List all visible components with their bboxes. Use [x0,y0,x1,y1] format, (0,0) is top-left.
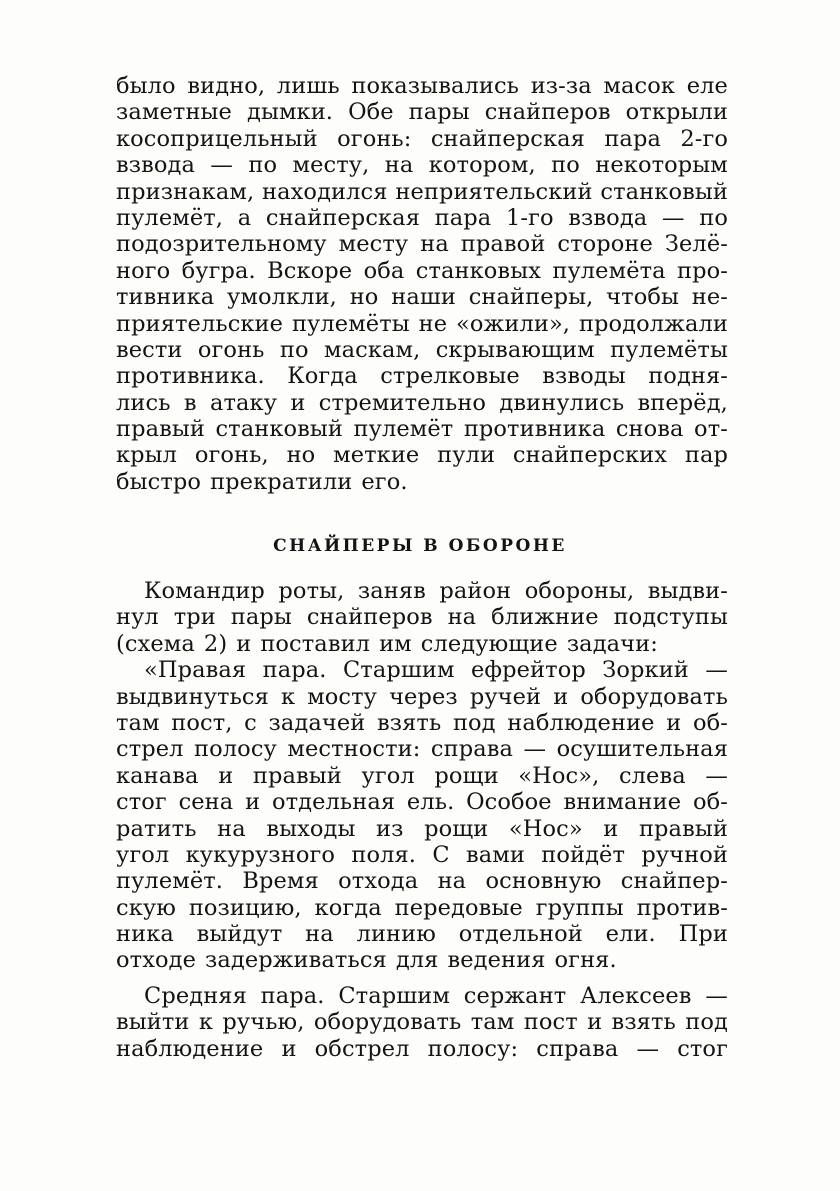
word: станковых [415,257,541,284]
text-line [116,469,728,495]
word: когда [314,894,382,921]
word: «Нос» [508,815,583,842]
word: внимание [563,789,682,816]
word: и [236,630,252,657]
word: огонь, [194,442,269,469]
word: Командир [144,578,265,604]
word: выйти [116,1009,190,1036]
word: наблюдение [116,1035,264,1062]
word: пост [523,1009,578,1036]
word: и [218,762,234,789]
text-line [116,152,728,178]
word: 2) [203,630,228,657]
word: отходе [116,947,196,974]
text-line [116,442,728,468]
word: продолжали [578,310,728,337]
word: прекратили [210,468,353,495]
word: но [349,284,379,311]
word: канава [116,762,199,789]
word: справа [536,1035,619,1062]
text-line [116,390,728,416]
word: стороне [557,231,653,258]
word: «ожили», [456,310,571,337]
word: быстро [116,468,202,495]
word: три [173,604,216,631]
word: осушительная [556,736,728,763]
word: линию [356,921,436,948]
word: подня- [648,363,728,390]
word: угол [116,841,170,868]
word: месту, [292,152,370,179]
word: отхода [338,868,419,895]
word: пара. [260,983,325,1009]
word: ручной [641,841,728,868]
word: стрел [116,736,184,763]
text-line [116,311,728,337]
word: видно, [187,73,266,99]
word: снайперов [306,604,433,631]
word: стрелковые [380,363,520,390]
word: Зоркий [602,657,689,684]
word: обороны, [524,578,635,604]
word: Особое [466,789,552,816]
word: его. [361,468,408,495]
word: — [210,152,234,179]
text-line [116,789,728,815]
word: с [244,709,257,736]
word: выходы [266,815,356,842]
word: взвода [568,204,648,231]
word: пост, [171,709,233,736]
word: оба [363,257,405,284]
word: для [395,947,439,974]
word: ведения [447,947,546,974]
text-line [116,947,728,973]
word: по [279,336,309,363]
text-line [116,763,728,789]
word: под [685,1009,728,1036]
paragraph-1 [116,73,728,495]
word: сержант [463,983,567,1009]
text-line [116,416,728,442]
word: — [636,1035,660,1062]
word: полосу: [427,1035,519,1062]
word: ного [116,257,171,284]
text-line [116,604,728,630]
word: район [439,578,512,604]
word: «Нос», [518,762,600,789]
word: об- [692,709,728,736]
word: наблюдение [507,709,655,736]
text-line [116,983,728,1009]
word: котором, [428,152,536,179]
word: наши [391,284,456,311]
word: взять [611,1009,676,1036]
text-line [116,126,728,152]
word: вести [116,336,183,363]
word: меткие [333,442,420,469]
word: огонь [197,336,265,363]
word: оборудовать [313,1009,462,1036]
word: рощи [424,815,489,842]
word: Алексеев [580,983,692,1009]
word: скрывающим [435,336,595,363]
word: задерживаться [205,947,387,974]
word: показывались [351,73,520,99]
text-line [116,179,728,205]
word: противника [463,416,606,443]
word: на [217,815,246,842]
word: и [553,683,569,710]
word: правой [460,231,546,258]
word: Вскоре [267,257,353,284]
word: и [666,709,682,736]
word: против- [636,894,728,921]
text-line [116,284,728,310]
word: пулемёты [291,310,410,337]
word: рощи [434,762,499,789]
word: кукурузного [185,841,336,868]
word: взвода [116,152,196,179]
word: по [551,152,580,179]
word: группы [535,894,624,921]
word: ручей [469,683,542,710]
word: ника [116,921,174,948]
word: Старшим [342,657,455,684]
text-line [116,921,728,947]
word: — [523,736,547,763]
word: масок [603,73,676,99]
word: угол [361,762,415,789]
word: скую [116,894,176,921]
text-line [116,868,728,894]
word: но [286,442,316,469]
word: открыли [625,99,728,126]
word: из [376,815,404,842]
word: нул [116,604,159,631]
word: маскам, [324,336,421,363]
word: дымки. [246,99,334,126]
word: — [705,762,728,789]
text-line [116,631,728,657]
word: Средняя [144,983,247,1009]
word: заметные [116,99,232,126]
word: снайпер- [620,868,728,895]
text-line [116,337,728,363]
text-line [116,258,728,284]
word: снова [615,416,684,443]
word: При [678,921,728,948]
text-line [116,231,728,257]
word: неприятельский [395,178,593,205]
word: «Правая [144,657,247,684]
text-line [116,99,728,125]
word: атаку [209,389,278,416]
word: не- [691,284,728,311]
text-line [116,363,728,389]
word: выйдут [196,921,283,948]
word: тивника [116,284,215,311]
section-heading: СНАЙПЕРЫ В ОБОРОНЕ [273,536,567,556]
word: Когда [287,363,358,390]
word: признакам, [116,178,255,205]
text-line [116,73,728,99]
word: выдвинуться [116,683,269,710]
word: станковый [600,178,728,205]
word: по [248,152,278,179]
word: задачей [268,709,366,736]
word: полосу [194,736,277,763]
word: некоторым [595,152,728,179]
word: в [183,389,197,416]
word: пара. [262,657,327,684]
word: об- [692,789,728,816]
word: крыл [116,442,178,469]
word: под [452,709,496,736]
word: пара [604,125,661,152]
word: на [384,152,414,179]
text-line [116,816,728,842]
word: снайперы, [468,284,594,311]
word: снайперская [430,125,585,152]
word: пар [684,442,728,469]
word: пулемёт [353,416,454,443]
text-line [116,842,728,868]
text-line [116,205,728,231]
word: обстрел [314,1035,410,1062]
word: лись [116,389,171,416]
word: заняв [357,578,426,604]
word: там [116,709,160,736]
word: передовые [394,894,523,921]
text-line [116,684,728,710]
word: 1-го [505,204,554,231]
word: Время [242,868,319,895]
word: подозрительному [116,231,327,258]
word: станковый [215,416,344,443]
word: от- [694,416,728,443]
word: еле [686,73,728,99]
word: на [420,231,449,258]
text-line [116,578,728,604]
word: приятельские [116,310,284,337]
word: С [432,841,450,868]
word: отдельная [271,789,396,816]
word: пулемёт, [116,204,224,231]
word: правый [252,762,342,789]
text-line [116,736,728,762]
word: Обе [348,99,394,126]
word: на [447,604,477,631]
word: позицию, [188,894,302,921]
word: бугра. [181,257,256,284]
paragraph-2 [116,578,728,974]
word: двинулись [499,389,625,416]
word: следующие [420,630,558,657]
word: огонь: [337,125,412,152]
word: стог [677,1035,728,1062]
word: месту [338,231,409,258]
word: пары [230,604,292,631]
word: — [661,204,685,231]
word: а [237,204,252,231]
word: взводы [542,363,626,390]
word: по [699,204,728,231]
text-line [116,710,728,736]
word: огня. [554,947,617,974]
word: ель. [406,789,455,816]
word: стог [116,789,167,816]
word: Старшим [338,983,450,1009]
word: пулемёт. [116,868,224,895]
word: слева [618,762,686,789]
word: поставил [260,630,371,657]
text-line [116,657,728,683]
word: и [245,789,261,816]
word: через [389,683,458,710]
word: на [305,921,334,948]
word: снайперов [484,99,611,126]
text-line [116,1009,728,1035]
word: из-за [530,73,592,99]
word: про- [677,257,728,284]
word: было [116,73,176,99]
word: 2-го [680,125,728,152]
word: ратить [116,815,197,842]
word: пулемёта [552,257,666,284]
paragraph-3 [116,983,728,1062]
word: пойдёт [541,841,626,868]
word: выдви- [647,578,728,604]
word: справа [430,736,513,763]
word: противника. [116,363,265,390]
word: (схема [116,630,195,657]
word: ефрейтор [471,657,586,684]
word: пули [437,442,496,469]
word: умолкли, [227,284,337,311]
word: на [437,868,467,895]
word: основную [485,868,602,895]
word: находился [262,178,388,205]
word: — [705,657,728,684]
word: к [198,1009,214,1036]
word: пулемёты [610,336,728,363]
word: снайперских [512,442,668,469]
word: им [379,630,412,657]
word: ели. [605,921,656,948]
word: к [280,683,296,710]
word: подступы [613,604,728,631]
word: роты, [278,578,345,604]
word: местности: [287,736,421,763]
word: — [705,983,728,1009]
text-line [116,1036,728,1062]
word: стремительно [318,389,487,416]
word: чтобы [606,284,679,311]
word: вперёд, [637,389,728,416]
word: и [281,1035,297,1062]
word: сена [178,789,234,816]
word: и [290,389,306,416]
word: пара [434,204,492,231]
word: косоприцельный [116,125,318,152]
word: отдельной [458,921,583,948]
word: лишь [276,73,340,99]
word: правый [116,416,205,443]
word: там [470,1009,515,1036]
word: задачи: [566,630,658,657]
word: пары [408,99,470,126]
word: снайперская [265,204,420,231]
word: ручью, [222,1009,305,1036]
word: вами [465,841,525,868]
text-line [116,895,728,921]
word: поля. [351,841,417,868]
word: Зелё- [664,231,728,258]
word: правый [638,815,728,842]
word: взять [376,709,442,736]
word: мосту [307,683,378,710]
word: оборудовать [580,683,728,710]
word: не [418,310,448,337]
word: и [587,1009,603,1036]
word: ближние [491,604,599,631]
word: и [603,815,619,842]
